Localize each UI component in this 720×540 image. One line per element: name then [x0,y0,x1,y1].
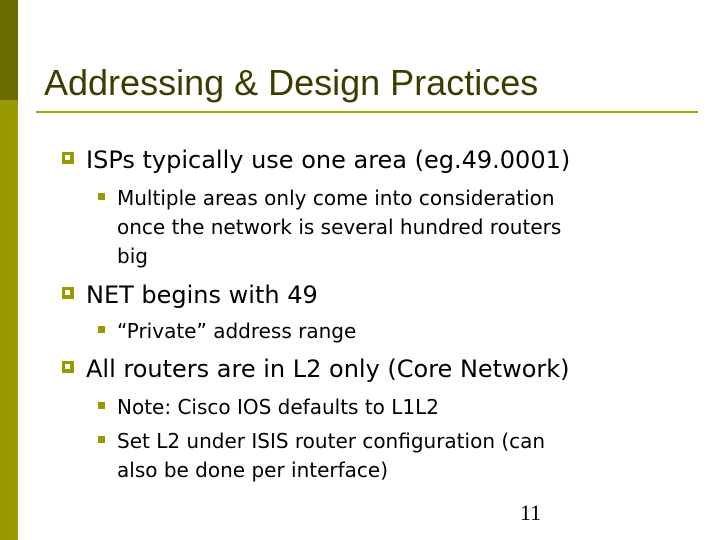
bullet-3-sub-1-text: Note: Cisco IOS defaults to L1L2 [117,395,439,419]
square-bullet-icon [98,402,105,409]
bullet-2-text: NET begins with 49 [86,281,318,309]
box-bullet-icon [62,361,74,373]
bullet-1-sub-1-text: Multiple areas only come into consideration once the network is several hundred routers big [117,186,562,268]
slide-title: Addressing & Design Practices [44,62,539,103]
box-bullet-icon [62,152,74,164]
bullet-1-text: ISPs typically use one area (eg.49.0001) [86,146,571,174]
bullet-3-sub-2-text: Set L2 under ISIS router configuration (can also be done per interface) [117,429,546,482]
bullet-3-text: All routers are in L2 only (Core Network) [86,355,570,383]
bullet-2-sub-1-text: “Private” address range [117,319,357,343]
title-underline [36,111,698,113]
square-bullet-icon [98,326,105,333]
square-bullet-icon [98,193,105,200]
box-bullet-icon [62,287,74,299]
square-bullet-icon [98,436,105,443]
left-accent-bar-light [0,100,18,540]
page-number: 11 [520,500,542,525]
